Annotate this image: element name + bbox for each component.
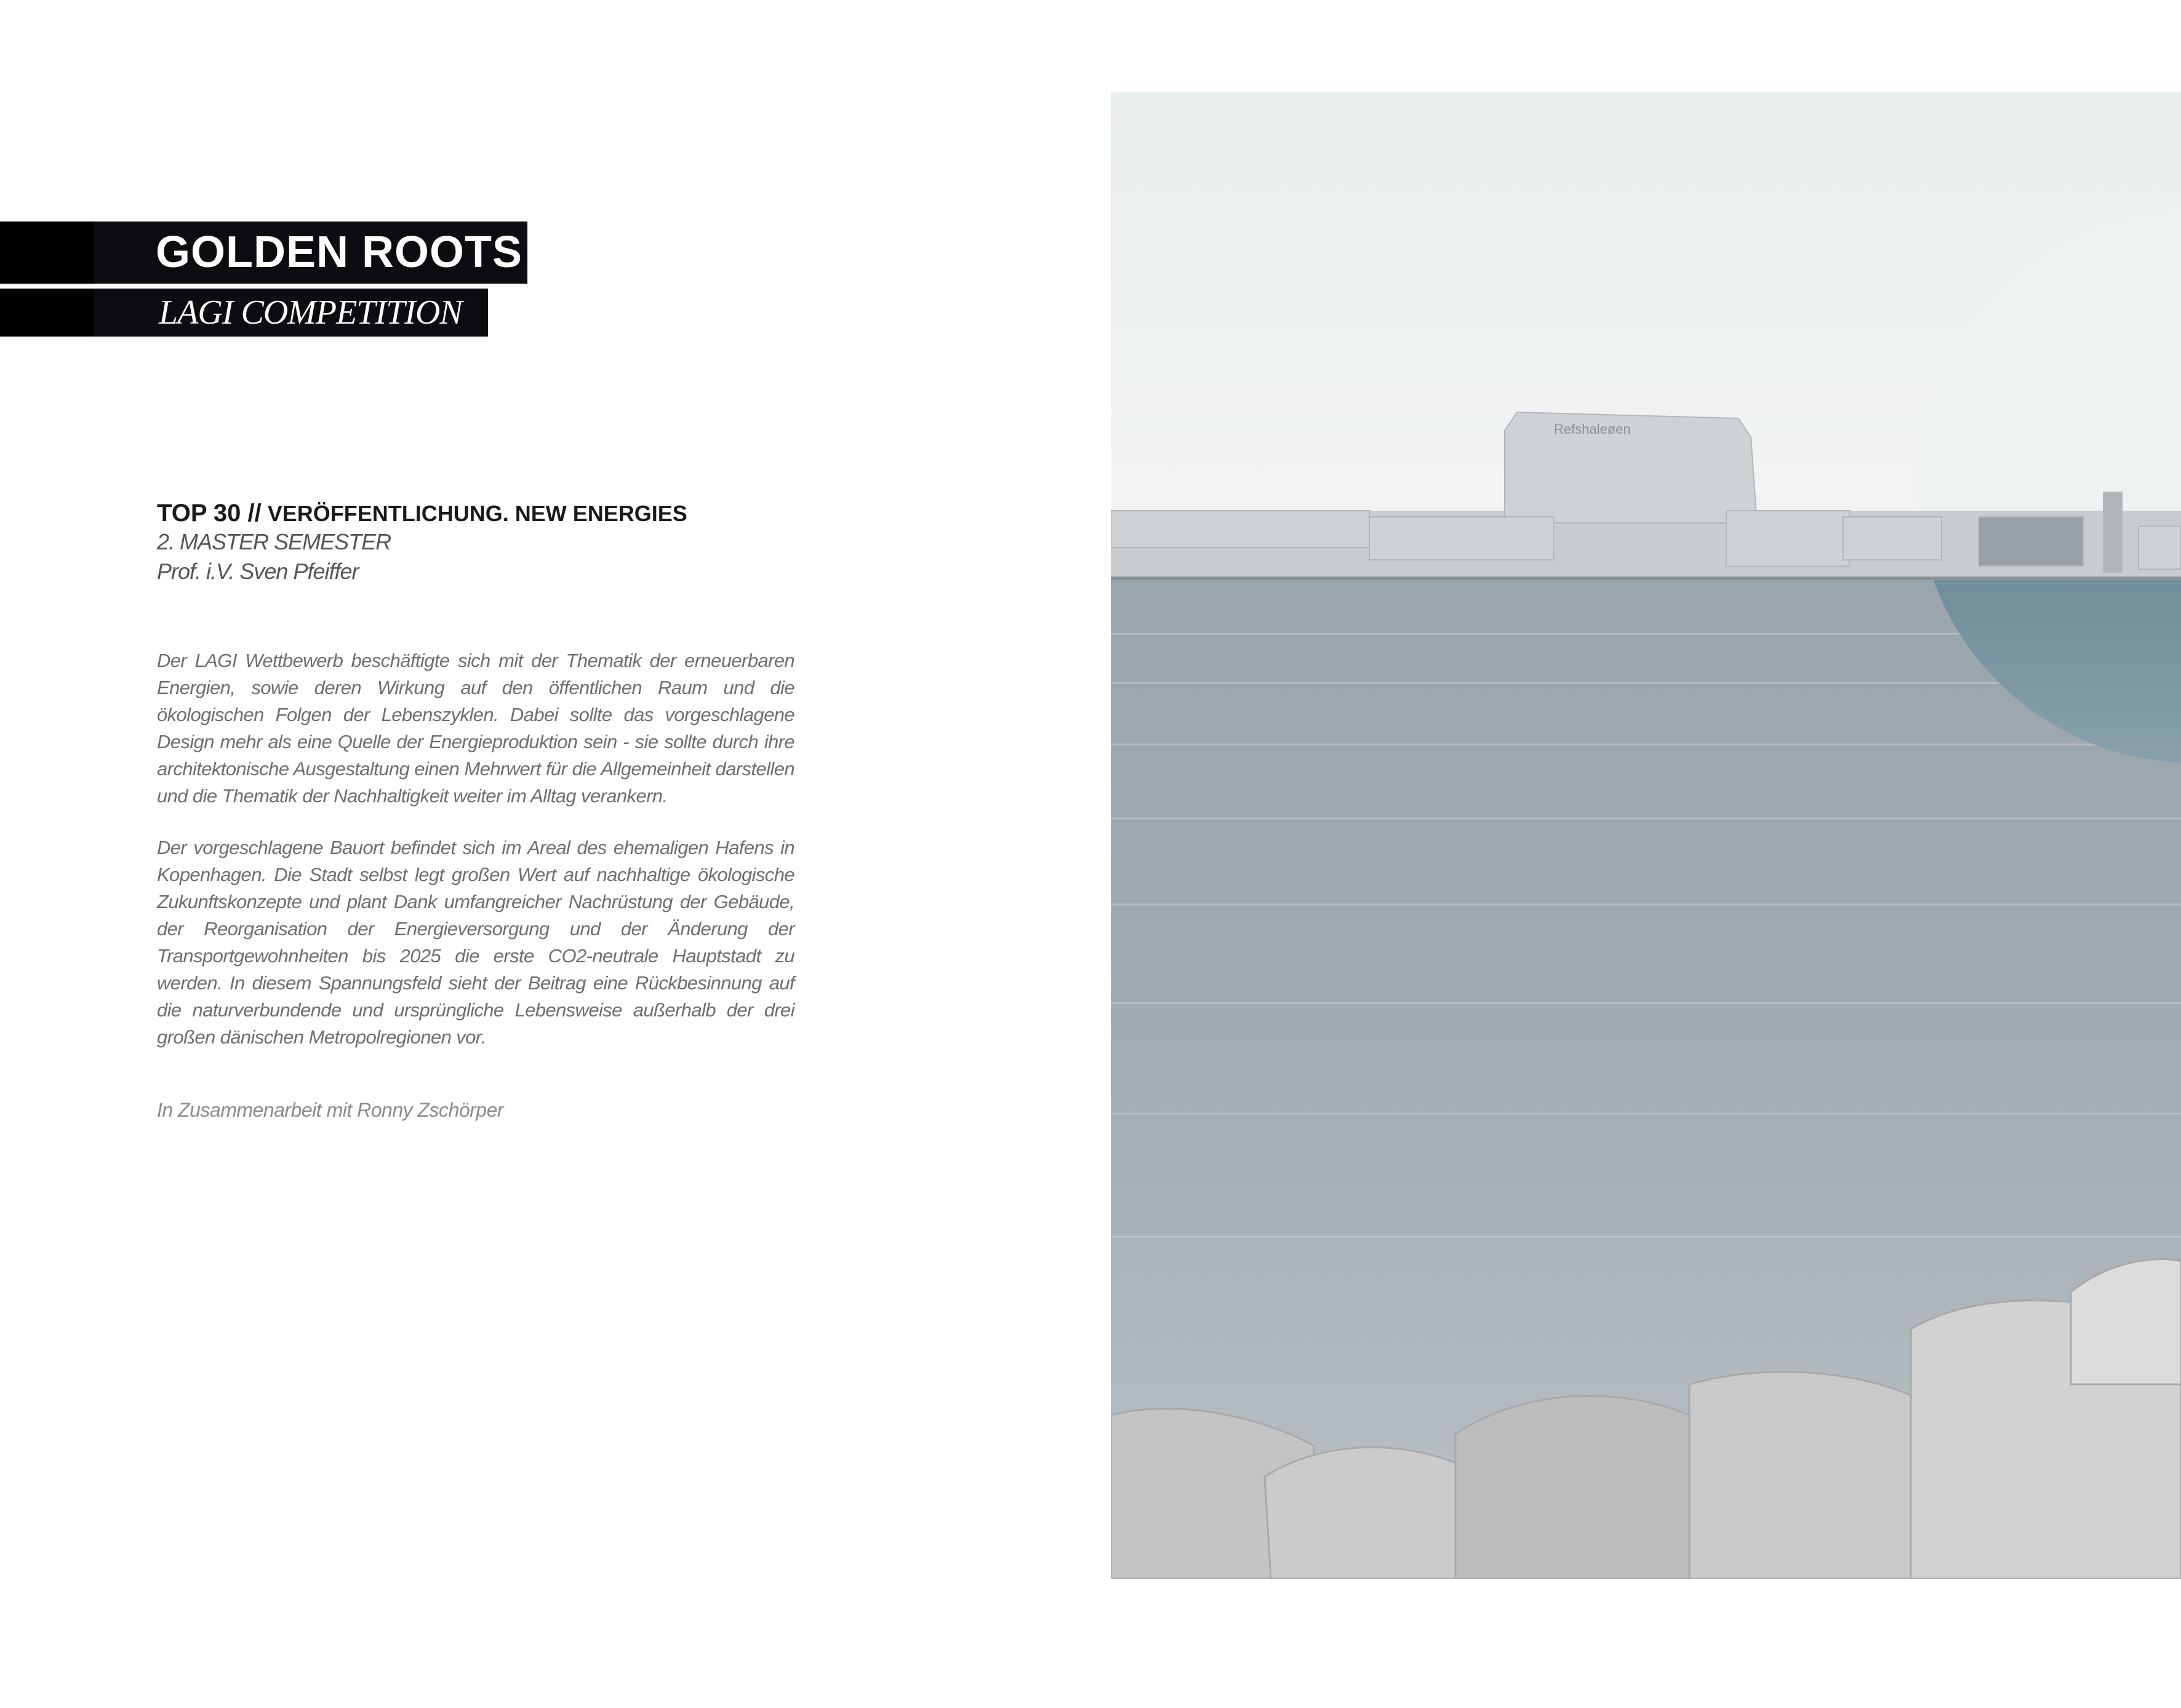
project-info bbox=[157, 500, 687, 586]
headline-rank: TOP 30 // bbox=[157, 500, 262, 527]
building-sign-text: Refshaleøen bbox=[1554, 421, 1631, 437]
body-paragraph-2: Der vorgeschlagene Bauort befindet sich im Areal des ehemaligen Hafens in Kopenhagen. Die Stadt selbst legt großen Wert auf nachhaltige ökologische Zukunftskonzepte und plant Dank umfangreicher Nachrüstung der Gebäude, der Reorganisation der Energieversorgung und der Änderung der Transportgewohnheiten bis 2025 die erste CO2-neutrale Hauptstadt zu werden. In diesem Spannungsfeld sieht der Beitrag eine Rückbesinnung auf die naturverbundende und ursprüngliche Lebensweise außerhalb der drei großen dänischen Metropolregionen vor. bbox=[157, 837, 794, 1048]
page-subtitle: LAGI COMPETITION bbox=[159, 293, 462, 332]
subtitle-bar-edge bbox=[0, 289, 94, 337]
project-headline bbox=[157, 500, 687, 527]
semester-label: 2. MASTER SEMESTER bbox=[157, 529, 391, 554]
title-bar-edge bbox=[0, 221, 94, 284]
page-title: GOLDEN ROOTS bbox=[156, 228, 523, 277]
harbor-photo bbox=[1111, 92, 2181, 1579]
collaboration-credit: In Zusammenarbeit mit Ronny Zschörper bbox=[157, 1099, 504, 1121]
headline-publication: VERÖFFENTLICHUNG. NEW ENERGIES bbox=[267, 501, 687, 526]
body-paragraph-1: Der LAGI Wettbewerb beschäftigte sich mit der Thematik der erneuerbaren Energien, sowie deren Wirkung auf den öffentlichen Raum und die ökologischen Folgen der Lebenszyklen. Dabei sollte das vorgeschlagene Design mehr als eine Quelle der Energieproduktion sein - sie sollte durch ihre architektonische Ausgestaltung einen Mehrwert für die Allgemeinheit darstellen und die Thematik der Nachhaltigkeit weiter im Alltag verankern. bbox=[157, 650, 794, 807]
professor-label: Prof. i.V. Sven Pfeiffer bbox=[157, 559, 359, 584]
